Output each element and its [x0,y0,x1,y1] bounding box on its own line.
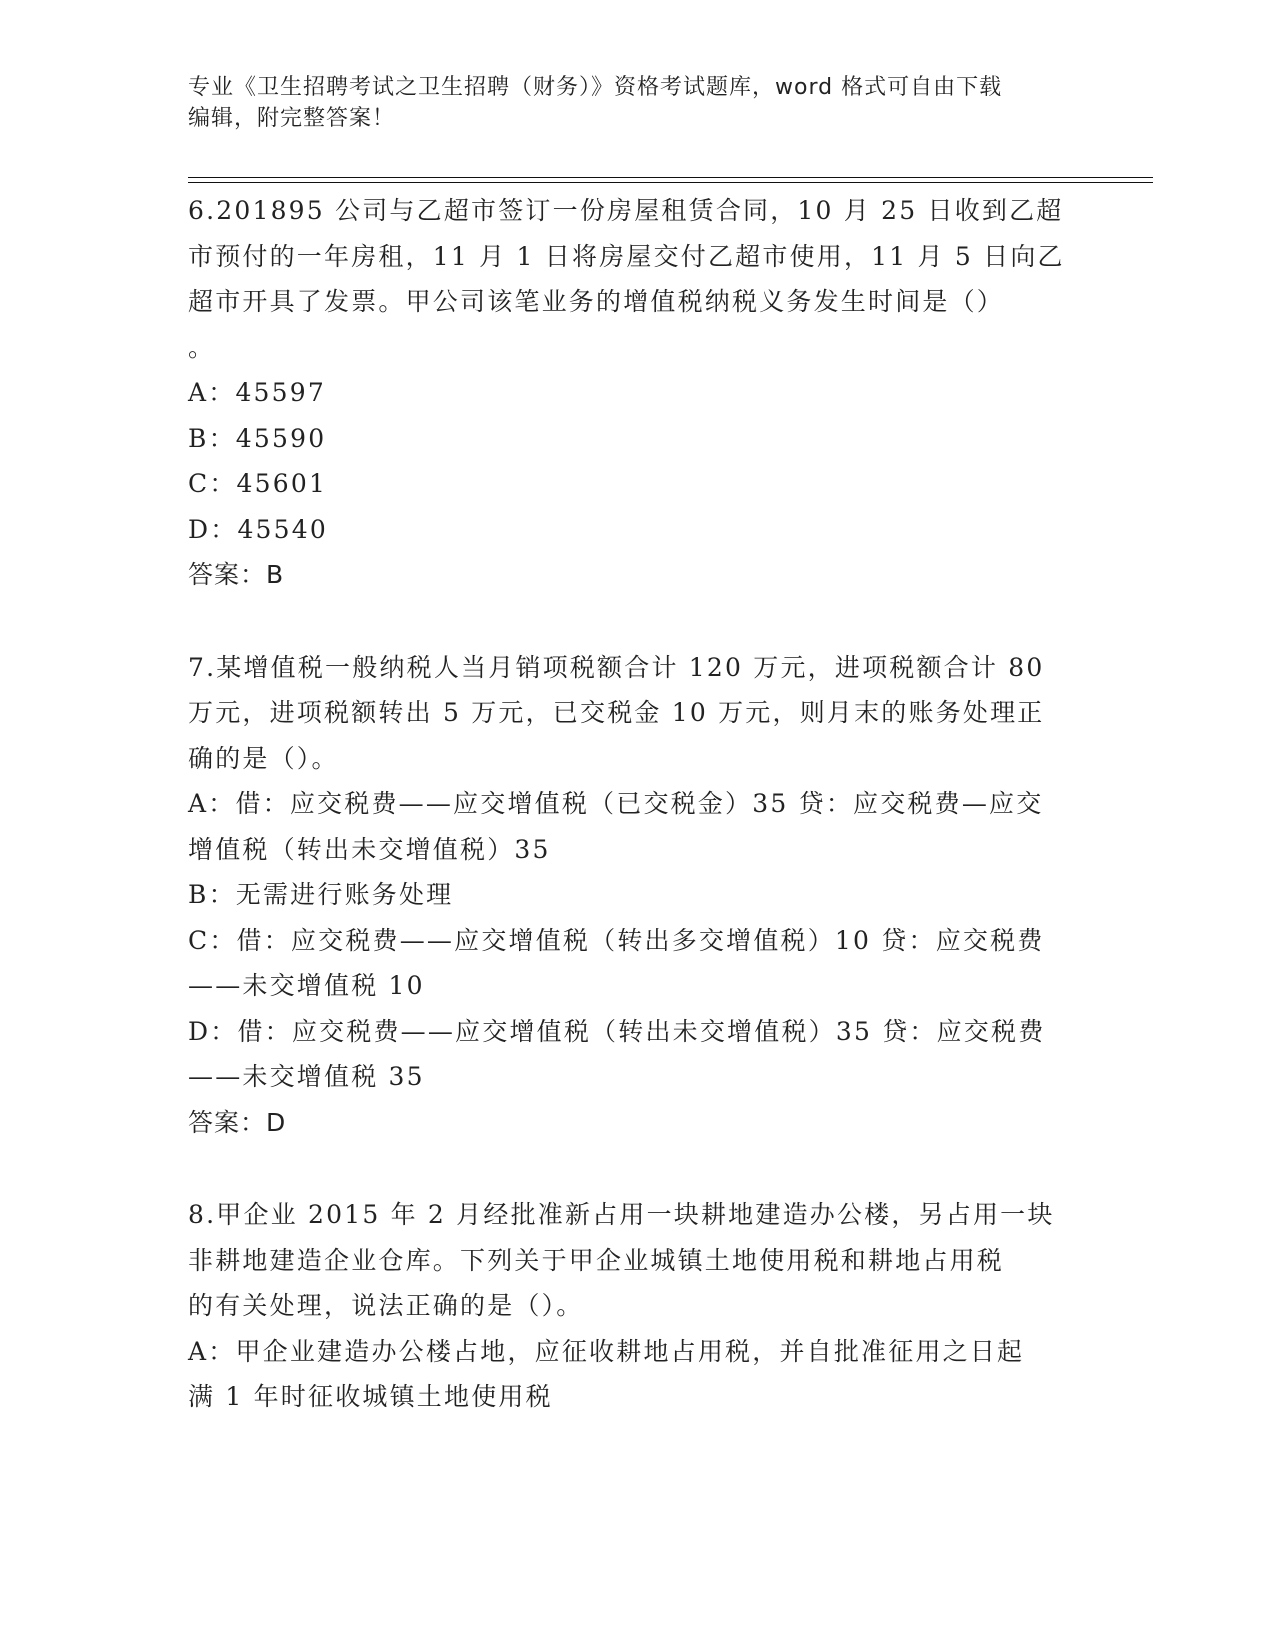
header-divider [188,182,1153,183]
option-b: B：无需进行账务处理 [188,880,454,909]
header-divider [188,177,1153,178]
question-text: 非耕地建造企业仓库。下列关于甲企业城镇土地使用税和耕地占用税 [188,1245,1005,1275]
question-text: 的有关处理，说法正确的是（）。 [188,1291,584,1320]
question-6 [188,188,1078,598]
option-c: C：借：应交税费——应交增值税（转出多交增值税）10 贷：应交税费 [188,925,1045,955]
question-list [188,188,1078,1420]
option-a-continued: 增值税（转出未交增值税）35 [188,834,551,864]
option-a: A：45597 [188,378,326,407]
option-d-continued: ——未交增值税 35 [188,1062,425,1091]
option-b: B：45590 [188,423,327,453]
header-line: 编辑，附完整答案！ [188,106,396,131]
question-text: 超市开具了发票。甲公司该笔业务的增值税纳税义务发生时间是（） [188,287,1005,316]
question-text: 万元，进项税额转出 5 万元，已交税金 10 万元，则月末的账务处理正 [188,698,1045,727]
answer: 答案：B [188,560,285,589]
spacer [188,598,1078,645]
question-8 [188,1192,1078,1420]
document-header [188,72,1068,134]
spacer [188,1145,1078,1192]
option-d: D：借：应交税费——应交增值税（转出未交增值税）35 贷：应交税费 [188,1016,1046,1046]
option-a: A：借：应交税费——应交增值税（已交税金）35 贷：应交税费—应交 [188,789,1044,818]
option-c: C：45601 [188,469,328,498]
question-text: 8.甲企业 2015 年 2 月经批准新占用一块耕地建造办公楼，另占用一块 [188,1200,1055,1229]
question-7 [188,645,1078,1146]
option-a: A：甲企业建造办公楼占地，应征收耕地占用税，并自批准征用之日起 [188,1336,1025,1366]
question-text: 市预付的一年房租，11 月 1 日将房屋交付乙超市使用，11 月 5 日向乙 [188,241,1065,271]
header-line: 专业《卫生招聘考试之卫生招聘（财务）》资格考试题库，word 格式可自由下载 [188,75,1003,100]
option-c-continued: ——未交增值税 10 [188,971,425,1000]
question-text: 。 [188,332,216,362]
option-d: D：45540 [188,514,328,544]
answer: 答案：D [188,1107,287,1137]
question-text: 确的是（）。 [188,743,339,773]
option-a-continued: 满 1 年时征收城镇土地使用税 [188,1382,553,1411]
question-text: 6.201895 公司与乙超市签订一份房屋租赁合同，10 月 25 日收到乙超 [188,196,1064,225]
question-text: 7.某增值税一般纳税人当月销项税额合计 120 万元，进项税额合计 80 [188,652,1045,682]
